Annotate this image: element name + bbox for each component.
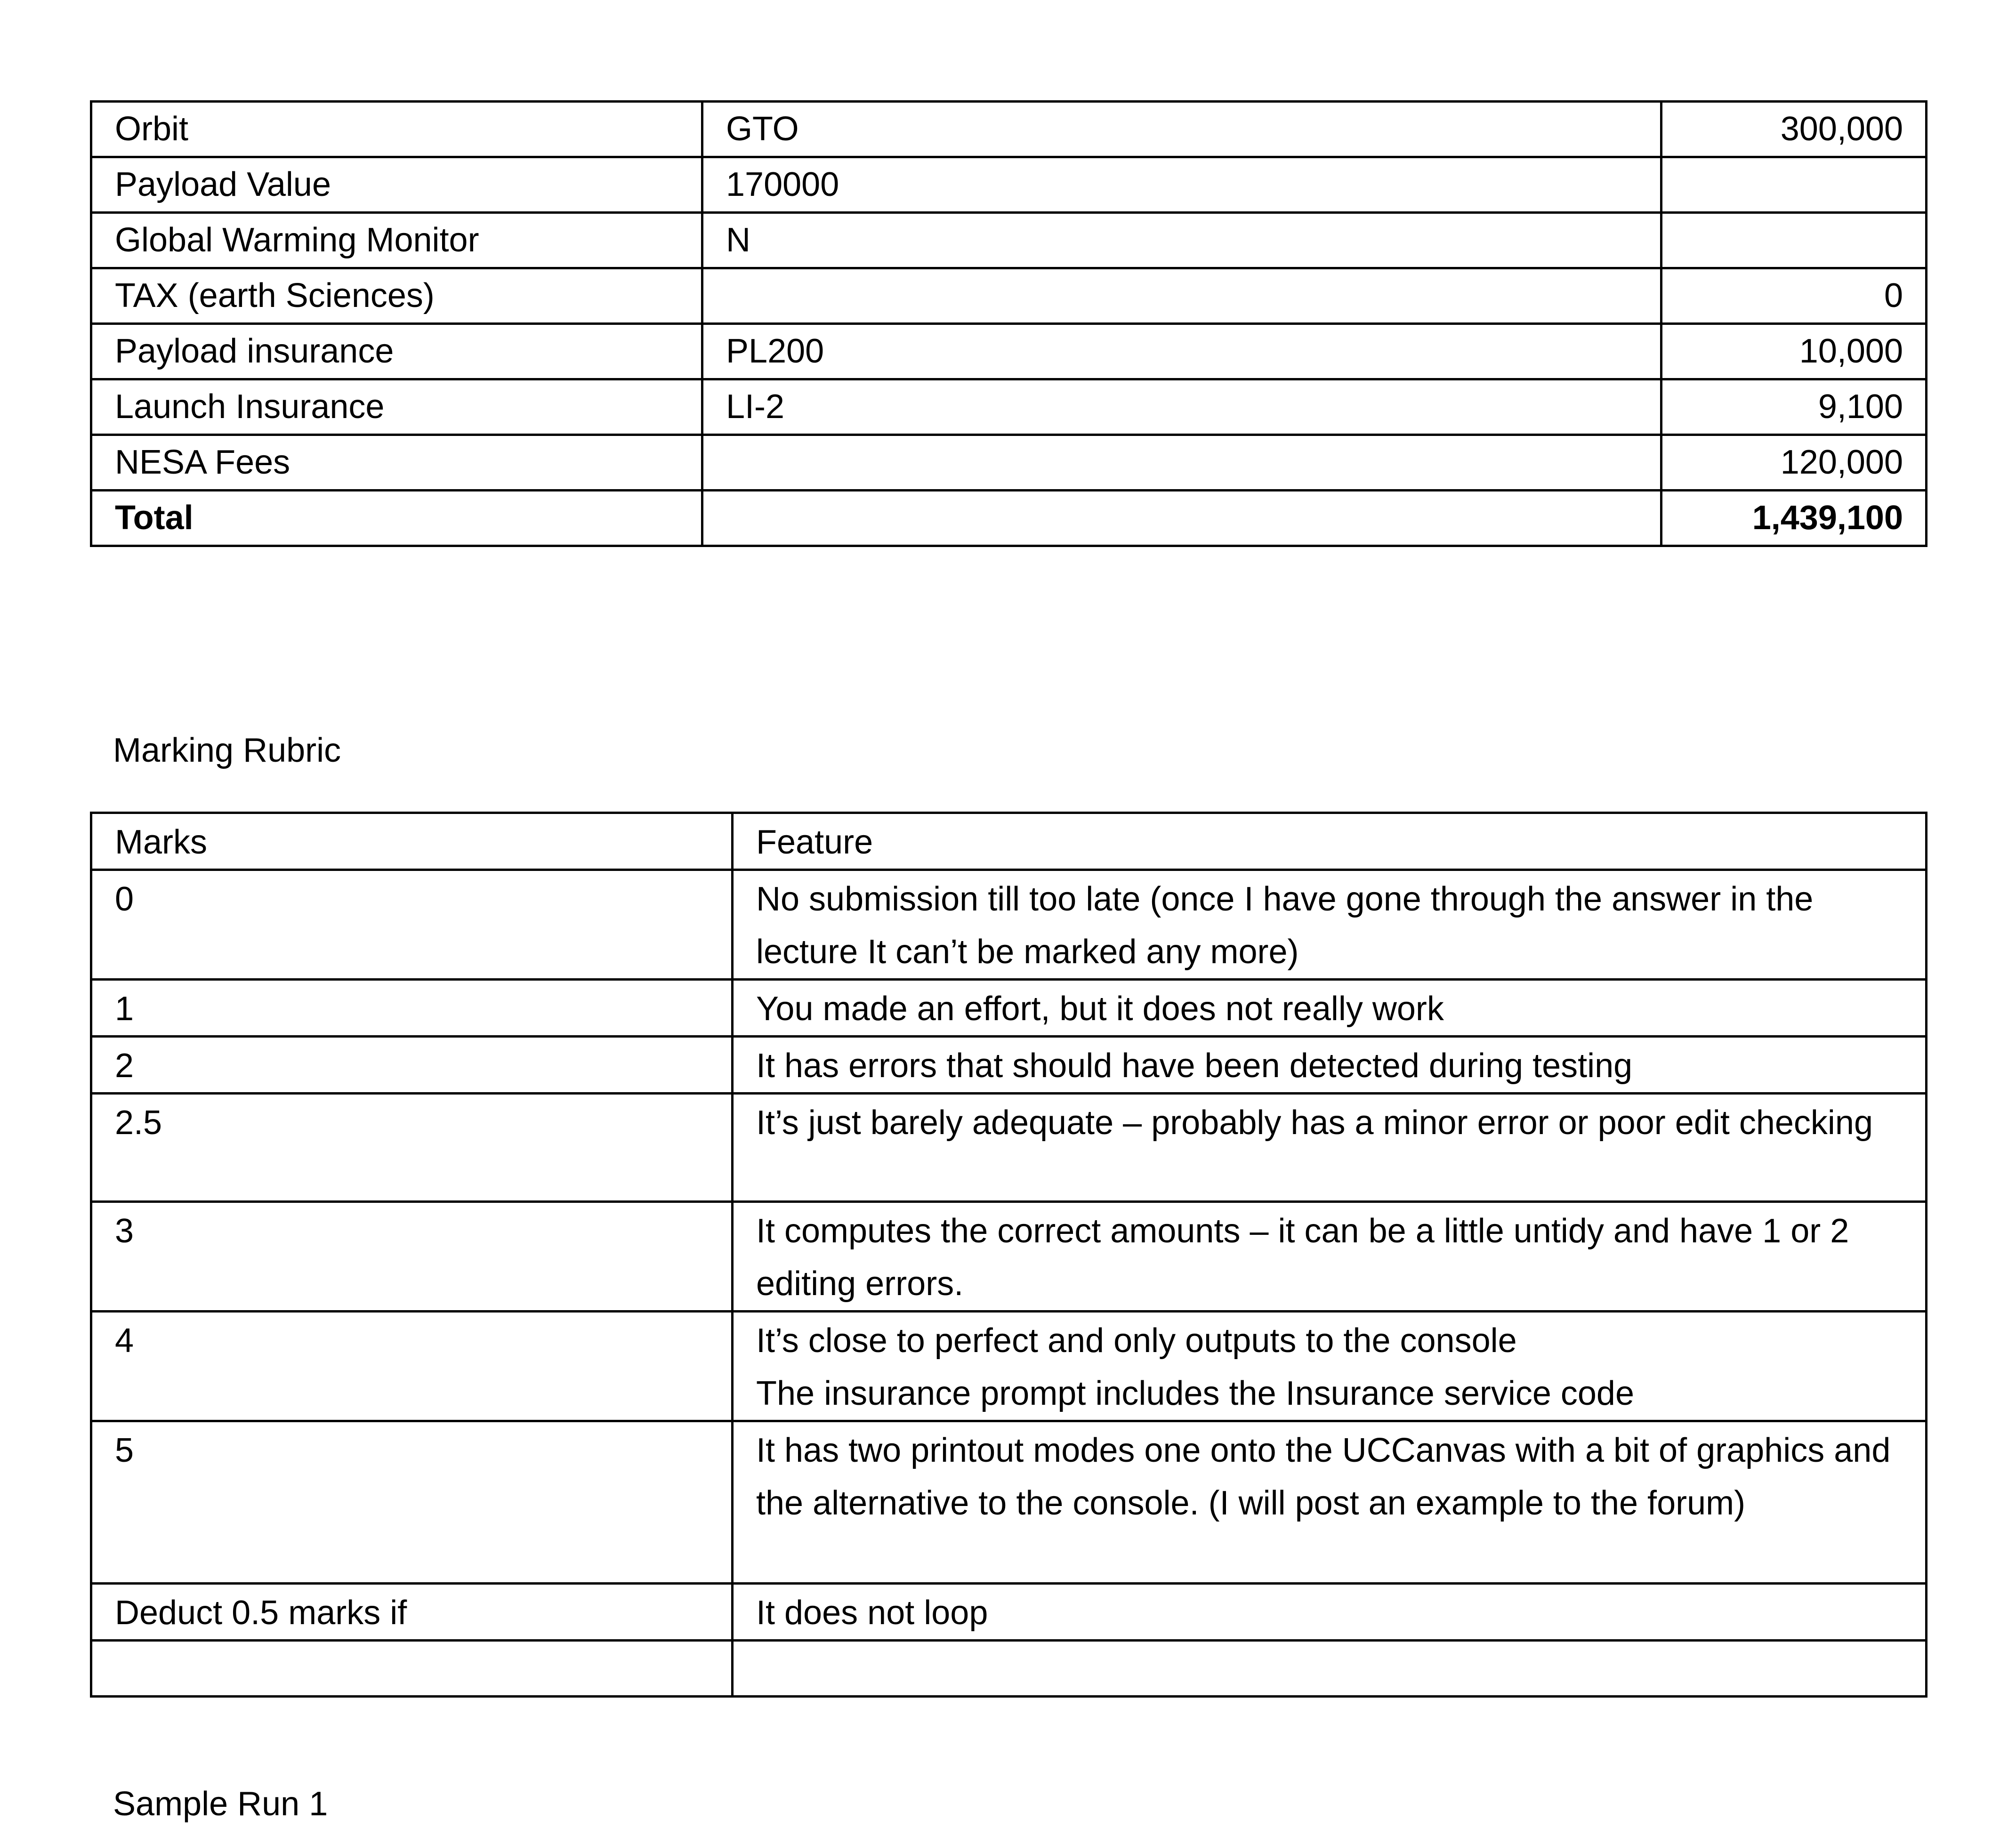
cost-label: NESA Fees — [91, 435, 702, 491]
rubric-marks — [91, 1641, 733, 1697]
rubric-header-row — [91, 813, 1927, 870]
cost-code: 170000 — [702, 157, 1661, 213]
rubric-feature-text: It computes the correct amounts – it can be a little untidy and have 1 or 2 editing errors. — [756, 1212, 1849, 1303]
cost-row — [91, 379, 1927, 435]
rubric-feature — [733, 1584, 1927, 1641]
cost-amount: 300,000 — [1661, 102, 1927, 157]
rubric-feature — [733, 1421, 1927, 1584]
rubric-row — [91, 980, 1927, 1037]
cost-amount: 1,439,100 — [1661, 491, 1927, 546]
cost-row — [91, 213, 1927, 268]
cost-label: Payload insurance — [91, 324, 702, 379]
cost-row — [91, 491, 1927, 546]
rubric-feature — [733, 1641, 1927, 1697]
rubric-feature-text: It’s close to perfect and only outputs to the console — [756, 1322, 1517, 1360]
rubric-feature-text: It has errors that should have been detected during testing — [756, 1047, 1633, 1085]
cost-code — [702, 491, 1661, 546]
rubric-feature — [733, 1037, 1927, 1094]
rubric-feature — [733, 870, 1927, 980]
rubric-feature-text: You made an effort, but it does not really work — [756, 990, 1444, 1028]
cost-code: GTO — [702, 102, 1661, 157]
rubric-marks: 2.5 — [91, 1094, 733, 1202]
cost-table — [90, 100, 1927, 547]
rubric-feature — [733, 1202, 1927, 1312]
rubric-table — [90, 812, 1927, 1698]
marks-header: Marks — [91, 813, 733, 870]
rubric-feature — [733, 980, 1927, 1037]
cost-row — [91, 324, 1927, 379]
cost-amount — [1661, 157, 1927, 213]
rubric-feature — [733, 1312, 1927, 1421]
cost-amount: 0 — [1661, 268, 1927, 324]
rubric-row — [91, 1312, 1927, 1421]
cost-row — [91, 268, 1927, 324]
rubric-marks: 4 — [91, 1312, 733, 1421]
rubric-marks: 1 — [91, 980, 733, 1037]
sample-run-heading: Sample Run 1 — [113, 1785, 328, 1823]
cost-label: Payload Value — [91, 157, 702, 213]
rubric-marks: 2 — [91, 1037, 733, 1094]
cost-row — [91, 435, 1927, 491]
cost-code: PL200 — [702, 324, 1661, 379]
cost-amount: 120,000 — [1661, 435, 1927, 491]
cost-label: TAX (earth Sciences) — [91, 268, 702, 324]
rubric-row — [91, 1584, 1927, 1641]
rubric-marks: 5 — [91, 1421, 733, 1584]
cost-row — [91, 157, 1927, 213]
cost-label: Global Warming Monitor — [91, 213, 702, 268]
cost-amount: 9,100 — [1661, 379, 1927, 435]
rubric-marks: Deduct 0.5 marks if — [91, 1584, 733, 1641]
cost-code: LI-2 — [702, 379, 1661, 435]
cost-code: N — [702, 213, 1661, 268]
marking-rubric-heading: Marking Rubric — [113, 732, 341, 769]
rubric-row — [91, 1641, 1927, 1697]
cost-label: Total — [91, 491, 702, 546]
rubric-marks: 3 — [91, 1202, 733, 1312]
rubric-feature — [733, 1094, 1927, 1202]
rubric-row — [91, 870, 1927, 980]
rubric-feature-text: It has two printout modes one onto the UCCanvas with a bit of graphics and the alternative to the console. (I will post an example to the forum) — [756, 1432, 1891, 1522]
rubric-feature-text-line2: The insurance prompt includes the Insurance service code — [756, 1375, 1635, 1412]
rubric-row — [91, 1037, 1927, 1094]
rubric-feature-text: It does not loop — [756, 1594, 988, 1632]
rubric-marks: 0 — [91, 870, 733, 980]
cost-code — [702, 435, 1661, 491]
cost-amount: 10,000 — [1661, 324, 1927, 379]
rubric-row — [91, 1202, 1927, 1312]
cost-label: Orbit — [91, 102, 702, 157]
rubric-row — [91, 1094, 1927, 1202]
cost-row — [91, 102, 1927, 157]
rubric-row — [91, 1421, 1927, 1584]
cost-amount — [1661, 213, 1927, 268]
rubric-feature-text: It’s just barely adequate – probably has a minor error or poor edit checking — [756, 1104, 1873, 1142]
rubric-feature-text: No submission till too late (once I have gone through the answer in the lecture It can’t be marked any more) — [756, 880, 1814, 971]
cost-code — [702, 268, 1661, 324]
feature-header: Feature — [733, 813, 1927, 870]
cost-label: Launch Insurance — [91, 379, 702, 435]
